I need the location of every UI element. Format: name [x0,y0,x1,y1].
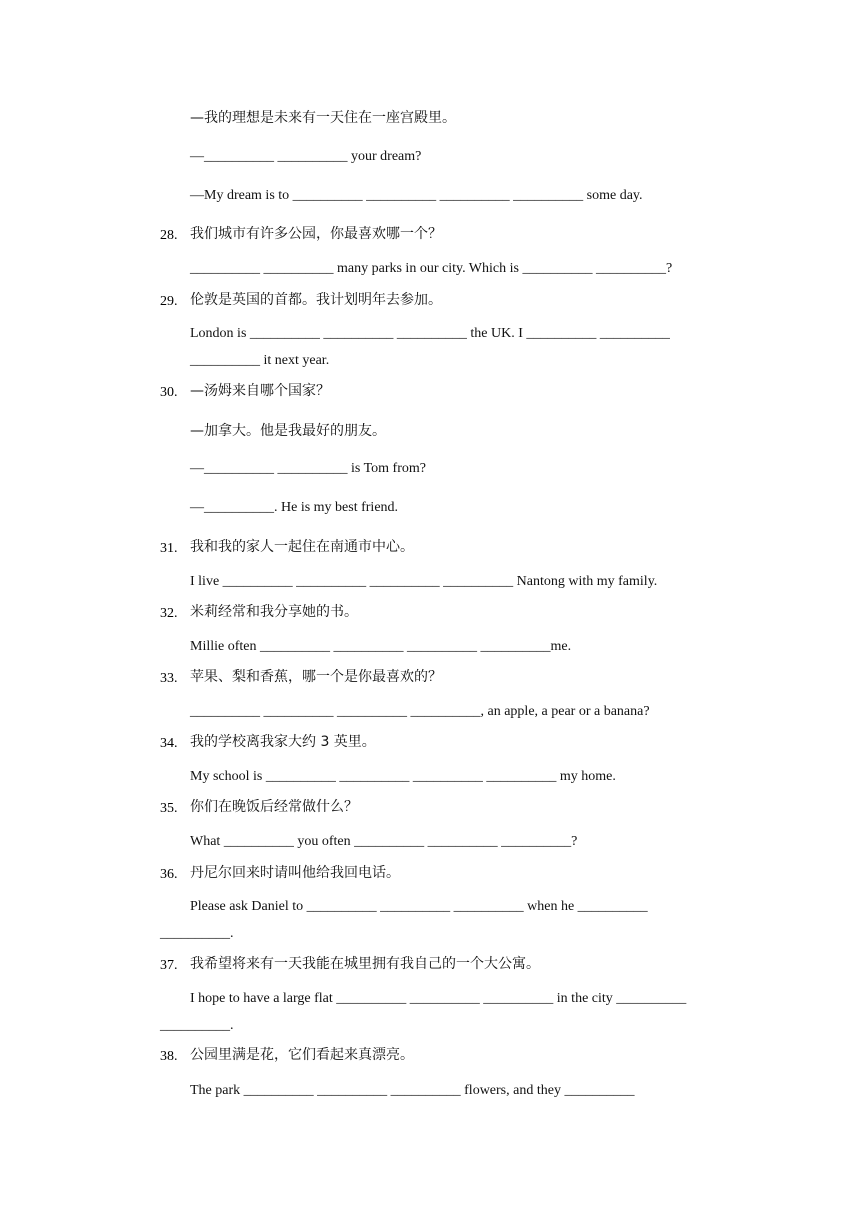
q29-number: 29. [160,294,178,309]
q36-number: 36. [160,867,178,882]
q30-english-line-1: —__________ __________ is Tom from? [190,461,426,476]
q27-english-line-1: —__________ __________ your dream? [190,149,422,164]
q29-chinese-prompt: 伦敦是英国的首都。我计划明年去参加。 [190,292,442,308]
q33-english-line: __________ __________ __________ __________, an apple, a pear or a banana? [190,704,650,719]
q31-number: 31. [160,541,178,556]
q28-english-line: __________ __________ many parks in our city. Which is __________ __________? [190,261,673,276]
q37-english-line-2: __________. [160,1018,234,1033]
q36-chinese-prompt: 丹尼尔回来时请叫他给我回电话。 [190,865,400,881]
q38-number: 38. [160,1049,178,1064]
q32-english-line: Millie often __________ __________ __________ __________me. [190,639,572,654]
q38-english-line: The park __________ __________ __________ flowers, and they __________ [190,1083,635,1098]
q29-english-line-2: __________ it next year. [190,353,330,368]
q35-chinese-prompt: 你们在晚饭后经常做什么？ [190,799,358,815]
q33-chinese-prompt: 苹果、梨和香蕉，哪一个是你最喜欢的？ [190,669,442,685]
q35-english-line: What __________ you often __________ __________ __________? [190,834,578,849]
q29-english-line-1: London is __________ __________ __________ the UK. I __________ __________ [190,326,670,341]
q38-chinese-prompt: 公园里满是花，它们看起来真漂亮。 [190,1047,414,1063]
q35-number: 35. [160,801,178,816]
q37-number: 37. [160,958,178,973]
q30-chinese-prompt-1: —汤姆来自哪个国家？ [190,383,330,399]
q33-number: 33. [160,671,178,686]
q34-english-line: My school is __________ __________ __________ __________ my home. [190,769,616,784]
q27-english-line-2: —My dream is to __________ __________ __________ __________ some day. [190,188,643,203]
q37-english-line-1: I hope to have a large flat __________ __________ __________ in the city __________ [190,991,687,1006]
q30-number: 30. [160,385,178,400]
q30-chinese-prompt-2: —加拿大。他是我最好的朋友。 [190,423,386,439]
q34-chinese-prompt: 我的学校离我家大约 3 英里。 [190,734,376,750]
q32-chinese-prompt: 米莉经常和我分享她的书。 [190,604,358,620]
q36-english-line-1: Please ask Daniel to __________ __________ __________ when he __________ [190,899,648,914]
q34-number: 34. [160,736,178,751]
q30-english-line-2: —__________. He is my best friend. [190,500,399,515]
q36-english-line-2: __________. [160,926,234,941]
q28-chinese-prompt: 我们城市有许多公园，你最喜欢哪一个？ [190,226,442,242]
q31-english-line: I live __________ __________ __________ __________ Nantong with my family. [190,574,658,589]
q32-number: 32. [160,606,178,621]
q37-chinese-prompt: 我希望将来有一天我能在城里拥有我自己的一个大公寓。 [190,956,540,972]
q31-chinese-prompt: 我和我的家人一起住在南通市中心。 [190,539,414,555]
q27-chinese-prompt: —我的理想是未来有一天住在一座宫殿里。 [190,110,456,126]
q28-number: 28. [160,228,178,243]
